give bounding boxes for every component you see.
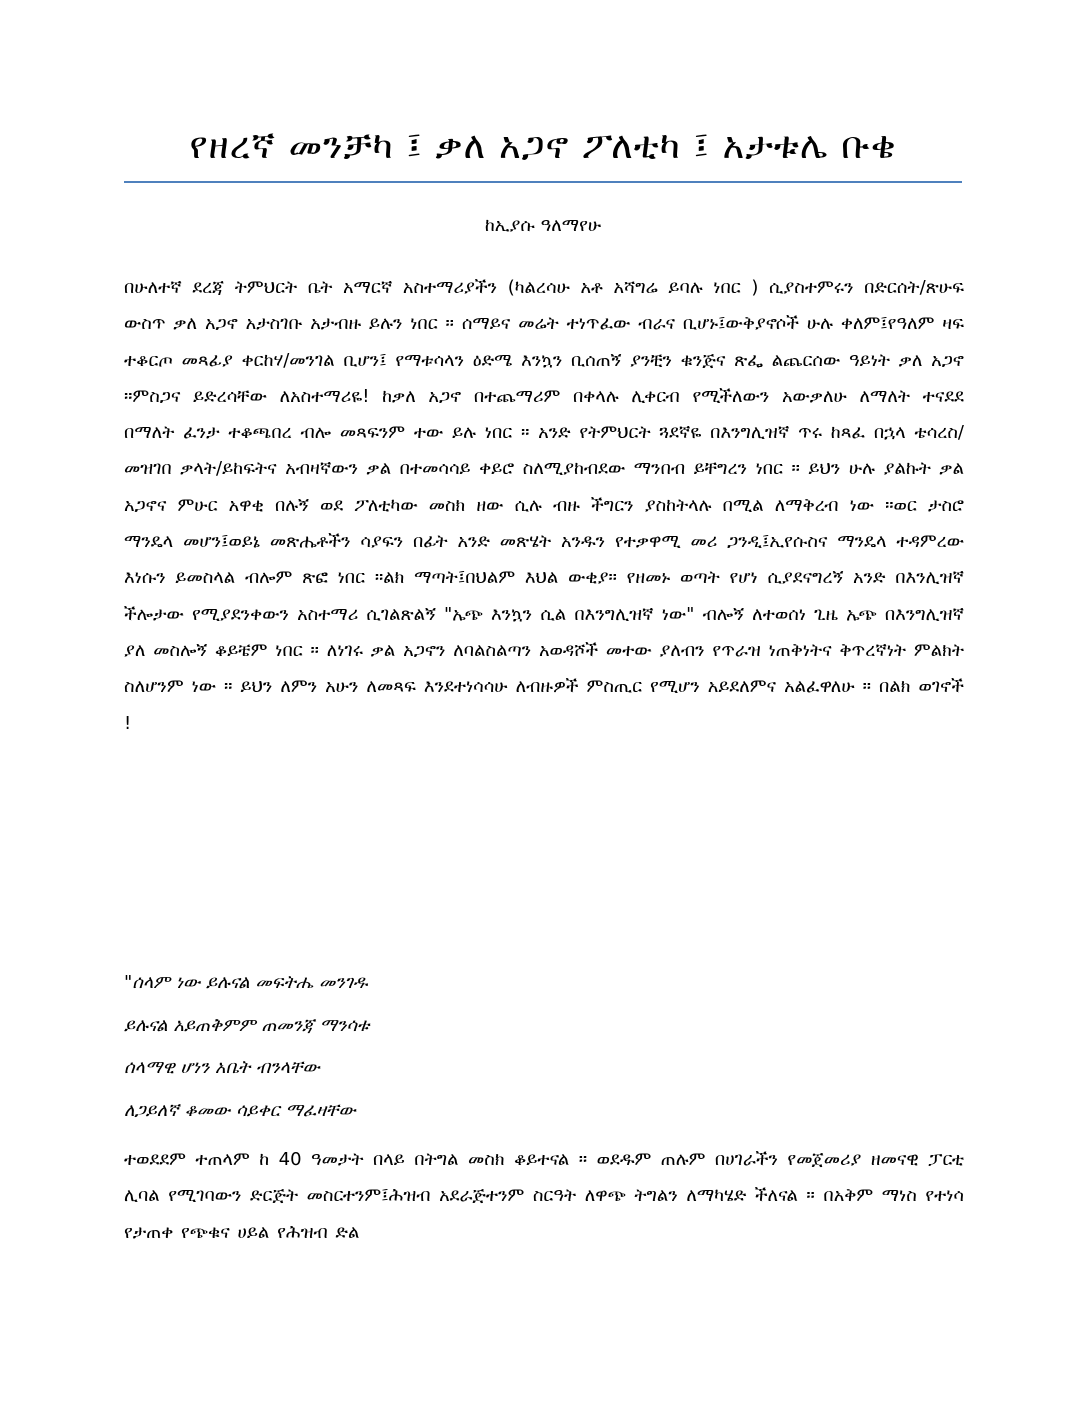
body-paragraph-1: በሁለተኛ ደረጃ ትምህርት ቤት አማርኛ አስተማሪያችን (ካልረሳሁ አቶ አሻግሬ ይባሉ ነበር ) ሲያስተምሩን በድርሰት/ጽሁፍ ውስጥ ቃለ አጋኖ አታስገቡ አታብዙ ይሉን ነበር ። ሰማይና መሬት ተነጥፈው ብራና ቢሆኑ፤ውቅያኖሶች ሁሉ ቀለም፤የዓለም ዛፍ ተቆርጦ መጻፊያ ቀርከሃ/መንገል ቢሆን፤ የማቱሳላን ዕድሜ እንኳን ቢሰጠኝ ያንቺን ቁንጅና ጽፌ ልጨርሰው ዓይነት ቃለ አጋኖ ።ምስጋና ይድረሳቸው ለአስተማሪዬ! ከቃለ አጋኖ በተጨማሪም በቀላሉ ሊቀርብ የሚችለውን አውቃለሁ ለማለት ተናደደ በማለት ፈንታ ተቆጫበረ ብሎ መጻፍንም ተው ይሉ ነበር ። አንድ የትምህርት ጓደኛዬ በእንግሊዝኛ ጥሩ ከጻፈ በኋላ ቴሳረስ/መዝገበ ቃላት/ይከፍትና አብዛኛውን ቃል በተመሳሳይ ቀይሮ ስለሚያከብደው ማንበብ ይቸግረን ነበር ። ይህን ሁሉ ያልኩት ቃል አጋኖና ምሁር አዋቂ በሉኝ ወደ ፖለቲካው መስክ ዘው ሲሉ ብዙ ችግርን ያስከትላሉ በሚል ለማቅረብ ነው ።ወር ታስሮ ማንዴላ መሆን፤ወይኔ መጽሔቶችን ሳያፍን በፊት አንድ መጽሄት አንዱን የተቃዋሚ መሪ ጋንዲ፤ኢየሱስና ማንዴላ ተዳምረው እነሱን ይመስላል ብሎም ጽፎ ነበር ።ልክ ማጣት፤በህልም እህል ውቂያ። የዘመኑ ወጣት የሆነ ሲያደናግረኝ አንድ በእንሊዝኛ ችሎታው የሚያደንቀውን አስተማሪ ሲገልጽልኝ "ኤጭ እንኳን ሲል በእንግሊዝኛ ነው" ብሎኝ ለተወሰነ ጊዜ ኤጭ በእንግሊዝኛ ያለ መስሎኝ ቆይቼም ነበር ። ለነገሩ ቃል አጋኖን ለባልስልጣን አወዳሾች መተው ያለብን የጥራዝ ነጠቅነትና ቅጥረኛነት ምልክት ስለሆንም ነው ። ይህን ለምን አሁን ለመጻፍ እንደተነሳሳሁ ለብዙዎች ምስጢር የሚሆን አይደለምና አልፈዋለሁ ። በልክ ወገኖች !: [124, 277, 964, 734]
title-underline: [124, 181, 962, 183]
poem-line: "ሰላም ነው ይሉናል መፍትሔ መንገዱ: [124, 972, 368, 993]
author-byline: ከኢያሱ ዓለማየሁ: [484, 215, 602, 236]
poem-line: ሰላማዊ ሆነን አቤት ብንላቸው: [124, 1057, 320, 1078]
document-title: የዘረኛ መንቻካ ፤ ቃለ አጋኖ ፖለቲካ ፤ አታቱሌ ቡቄ: [189, 124, 897, 167]
poem-line: ለጋይለኛ ቆመው ሳይቀር ማፈዛቸው: [124, 1099, 356, 1121]
body-paragraph-2: ተወደደም ተጠላም ከ 40 ዓመታት በላይ በትግል መስክ ቆይተናል ። ወደዱም ጠሉም በሀገራችን የመጀመሪያ ዘመናዊ ፓርቲ ሊባል የሚገባውን ድርጅት መስርተንም፤ሕዝብ አደራጅተንም ስርዓት ለዋጭ ትግልን ለማካሄድ ችለናል ። በአቅም ማነስ የተነሳ የታጠቀ የጭቁና ሀይል የሕዝብ ድል: [124, 1149, 964, 1243]
poem-line: ይሉናል አይጠቅምም ጠመንጃ ማንሳቱ: [124, 1014, 370, 1036]
poem-block: [124, 962, 964, 1132]
